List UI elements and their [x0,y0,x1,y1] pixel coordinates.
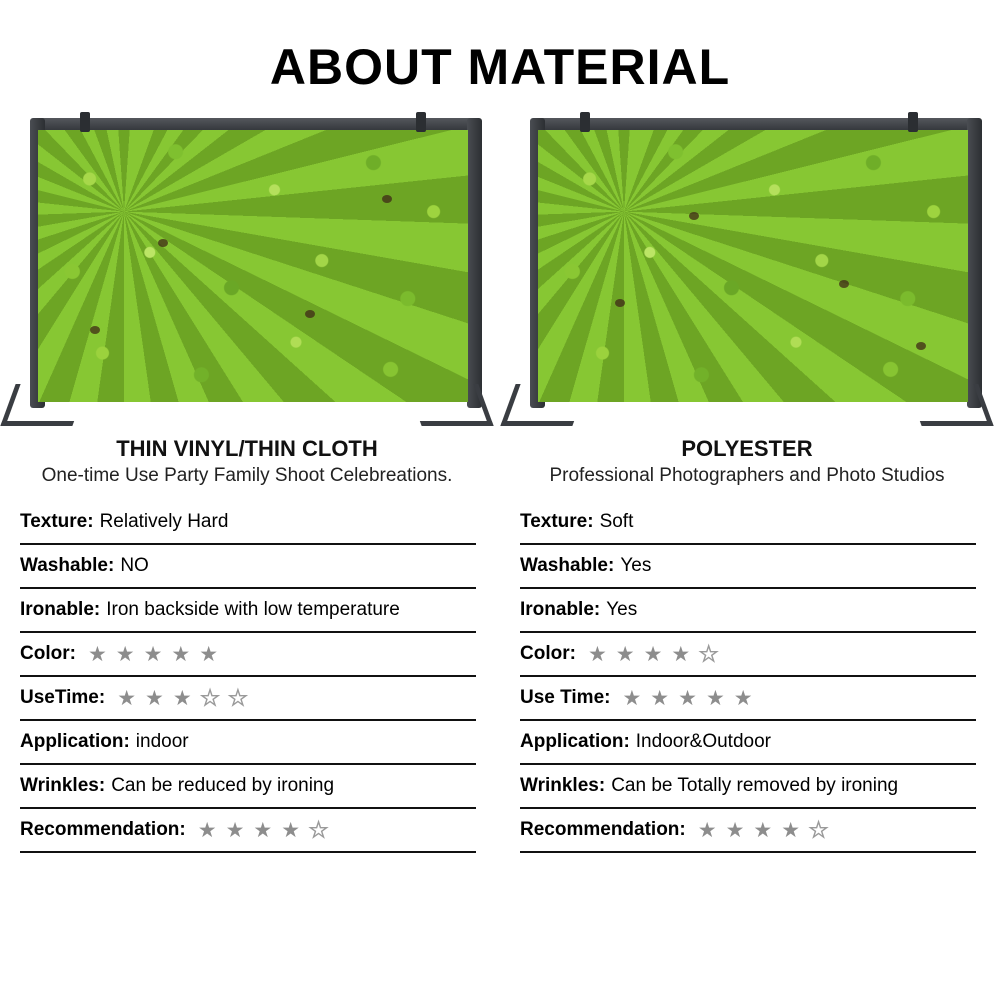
material-subtitle: Professional Photographers and Photo Studios [549,465,945,486]
rating-stars [198,820,328,841]
star-icon: ★ [650,686,670,710]
spec-key: Use Time: [520,687,611,708]
material-name: POLYESTER [681,436,813,461]
spec-key: Washable: [20,555,115,576]
star-icon: ★ [643,642,663,666]
spec-table-right [508,501,986,853]
material-comparison [0,102,1000,853]
table-row [520,677,976,721]
backdrop-stand-illustration-right [508,110,986,428]
star-icon: ★ [117,686,137,710]
star-icon: ★ [172,686,192,710]
spec-key: Wrinkles: [20,775,106,796]
spec-key: Color: [20,643,76,664]
spec-value: Can be Totally removed by ironing [611,775,899,796]
star-icon: ★ [809,818,828,842]
spec-key: Texture: [20,511,94,532]
clamp-icon [908,112,918,132]
star-icon: ★ [228,686,248,710]
table-row [520,589,976,633]
star-icon: ★ [171,642,191,666]
spec-key: Color: [520,643,576,664]
table-row [20,589,476,633]
spec-table-left [8,501,486,853]
spec-key: Recommendation: [520,819,686,840]
rating-stars [117,688,247,709]
star-icon: ★ [622,686,642,710]
star-icon: ★ [587,642,607,666]
star-icon: ★ [145,686,164,710]
star-icon: ★ [781,818,801,842]
table-row [20,545,476,589]
spec-key: UseTime: [20,687,106,708]
spec-value: Can be reduced by ironing [111,775,335,796]
star-icon: ★ [197,818,217,842]
spec-value: Soft [599,511,634,532]
material-subtitle: One-time Use Party Family Shoot Celebreations. [41,465,453,486]
stand-post-right [467,118,482,408]
star-icon: ★ [143,642,163,666]
table-row [520,501,976,545]
rating-stars [588,644,718,665]
clamp-icon [80,112,90,132]
star-icon: ★ [115,642,135,666]
star-icon: ★ [253,818,273,842]
spec-key: Application: [20,731,130,752]
spec-key: Recommendation: [20,819,186,840]
star-icon: ★ [725,818,745,842]
page-title: ABOUT MATERIAL [269,39,731,95]
star-icon: ★ [281,818,301,842]
star-icon: ★ [615,642,635,666]
table-row [520,545,976,589]
clamp-icon [580,112,590,132]
rating-stars [88,644,218,665]
spec-value: Iron backside with low temperature [106,599,400,620]
table-row [20,721,476,765]
star-icon: ★ [705,686,725,710]
table-row [520,765,976,809]
spec-key: Wrinkles: [520,775,606,796]
star-icon: ★ [671,642,691,666]
star-icon: ★ [753,818,773,842]
table-row [520,633,976,677]
spec-value: Indoor&Outdoor [635,731,771,752]
rating-stars [698,820,828,841]
material-column-polyester [508,102,986,853]
spec-value: NO [120,555,149,576]
hedge-backdrop-image-left [38,130,468,402]
table-row [20,677,476,721]
clamp-icon [416,112,426,132]
spec-value: Relatively Hard [99,511,229,532]
star-icon: ★ [697,818,717,842]
star-icon: ★ [733,686,753,710]
table-row [20,809,476,853]
spec-key: Application: [520,731,630,752]
material-column-thin-vinyl [8,102,486,853]
hedge-backdrop-image-right [538,130,968,402]
table-row [520,721,976,765]
star-icon: ★ [200,686,220,710]
star-icon: ★ [199,642,219,666]
spec-value: Yes [606,599,638,620]
spec-key: Ironable: [20,599,101,620]
table-row [20,633,476,677]
spec-key: Texture: [520,511,594,532]
spec-value: indoor [135,731,189,752]
spec-key: Ironable: [520,599,601,620]
spec-value: Yes [620,555,652,576]
rating-stars [622,688,752,709]
backdrop-stand-illustration-left [8,110,486,428]
table-row [20,765,476,809]
star-icon: ★ [87,642,107,666]
star-icon: ★ [309,818,328,842]
star-icon: ★ [678,686,697,710]
table-row [520,809,976,853]
material-name: THIN VINYL/THIN CLOTH [116,436,378,461]
spec-key: Washable: [520,555,615,576]
star-icon: ★ [699,642,719,666]
table-row [20,501,476,545]
stand-post-right [967,118,982,408]
star-icon: ★ [225,818,245,842]
